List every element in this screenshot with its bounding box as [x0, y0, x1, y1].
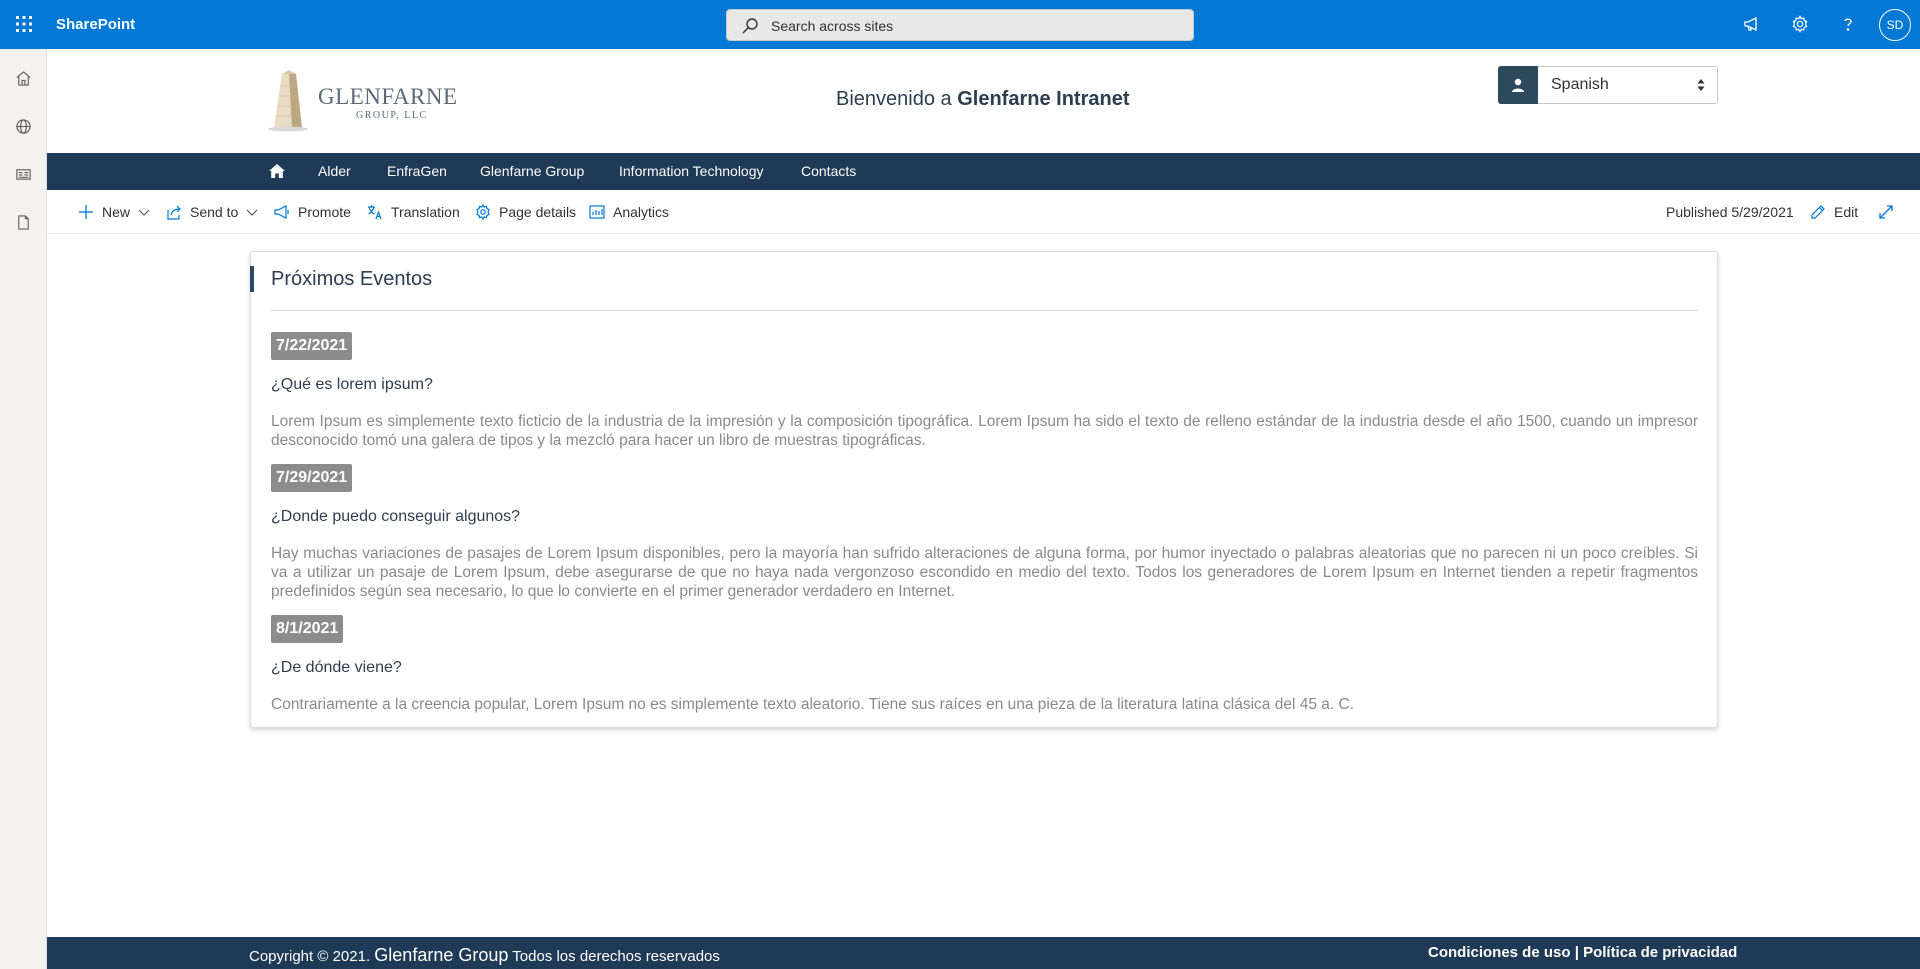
language-select[interactable]	[1498, 66, 1718, 104]
site-navigation	[47, 153, 1920, 190]
upcoming-events-card	[250, 251, 1718, 728]
footer-separator: |	[1574, 944, 1579, 961]
footer-links	[1428, 944, 1737, 961]
news-icon[interactable]	[12, 163, 34, 185]
welcome-prefix: Bienvenido a	[836, 88, 952, 110]
language-value: Spanish	[1551, 76, 1609, 93]
select-arrows-icon	[1697, 78, 1705, 92]
copyright-prefix: Copyright © 2021.	[249, 948, 371, 965]
event-title[interactable]: ¿De dónde viene?	[271, 659, 402, 676]
welcome-site-name: Glenfarne Intranet	[957, 88, 1130, 110]
event-date-badge: 8/1/2021	[271, 615, 343, 643]
megaphone-icon[interactable]	[1740, 12, 1764, 36]
card-divider	[271, 310, 1698, 311]
app-launcher-icon[interactable]	[10, 10, 38, 38]
app-name[interactable]: SharePoint	[56, 16, 136, 33]
expand-icon	[1878, 204, 1894, 220]
search-icon	[741, 17, 759, 35]
plus-icon	[78, 204, 94, 220]
chevron-down-icon	[138, 206, 150, 218]
event-title[interactable]: ¿Qué es lorem ipsum?	[271, 376, 433, 393]
command-bar	[47, 190, 1920, 234]
new-label: New	[102, 204, 131, 220]
event-description: Lorem Ipsum es simplemente texto ficticio de la industria de la impresión y la composición tipográfica. Lorem Ipsum ha sido el texto de relleno estándar de la industria desde el año 1500, cuando un impresor desconocido tomó una galera de tipos y la mezcló para hacer un libro de muestras tipográficas.	[271, 413, 1698, 449]
user-avatar[interactable]: SD	[1879, 9, 1911, 41]
suite-bar	[0, 0, 1920, 49]
obelisk-logo-icon	[262, 70, 314, 132]
terms-link[interactable]: Condiciones de uso	[1428, 944, 1571, 961]
event-description: Hay muchas variaciones de pasajes de Lorem Ipsum disponibles, pero la mayoría han sufrido alteraciones de alguna forma, por humor inyectado o palabras aleatorias que no parecen ni un poco creíbles. Si va a utilizar un pasaje de Lorem Ipsum, debe asegurarse de que no haya nada vergonzoso escondido en medio del texto. Todos los generadores de Lorem Ipsum en Internet tienden a repetir fragmentos predefinidos según sea necesario, lo que lo convierte en el primer generador verdadero en Internet.	[271, 545, 1698, 600]
nav-item-information-technology[interactable]: Information Technology	[619, 163, 764, 179]
analytics-label: Analytics	[613, 204, 670, 220]
share-icon	[166, 204, 182, 220]
copyright-text	[249, 945, 720, 966]
nav-home-icon[interactable]	[268, 162, 286, 180]
nav-item-enfragen[interactable]: EnfraGen	[387, 163, 447, 179]
promote-label: Promote	[298, 204, 351, 220]
event-title[interactable]: ¿Donde puedo conseguir algunos?	[271, 508, 521, 525]
logo-name: GLENFARNE	[318, 84, 458, 109]
analytics-icon	[589, 204, 605, 220]
user-icon	[1498, 66, 1538, 104]
edit-label: Edit	[1834, 204, 1859, 220]
event-description: Contrariamente a la creencia popular, Lorem Ipsum no es simplemente texto aleatorio. Tiene sus raíces en una pieza de la literatura latina clásica del 45 a. C.	[271, 696, 1355, 713]
copyright-company: Glenfarne Group	[374, 945, 509, 965]
send-to-label: Send to	[190, 204, 239, 220]
new-button[interactable]	[78, 190, 150, 234]
page-details-button[interactable]	[475, 190, 576, 234]
translation-label: Translation	[391, 204, 460, 220]
event-date-badge: 7/29/2021	[271, 464, 352, 492]
privacy-link[interactable]: Política de privacidad	[1583, 944, 1738, 961]
translation-button[interactable]	[367, 190, 460, 234]
card-title: Próximos Eventos	[271, 268, 433, 290]
page-details-label: Page details	[499, 204, 577, 220]
site-footer	[47, 937, 1920, 969]
site-logo[interactable]	[262, 68, 458, 132]
search-input[interactable]: Search across sites	[771, 18, 894, 34]
copyright-rights: Todos los derechos reservados	[512, 948, 720, 965]
pencil-icon	[1810, 204, 1826, 220]
expand-button[interactable]	[1878, 190, 1902, 234]
nav-item-glenfarne-group[interactable]: Glenfarne Group	[480, 163, 585, 179]
translate-icon	[367, 204, 383, 220]
published-status: Published 5/29/2021	[1666, 204, 1794, 220]
left-rail	[0, 49, 47, 969]
event-date-badge: 7/22/2021	[271, 332, 352, 360]
search-box[interactable]	[726, 9, 1194, 41]
promote-button[interactable]	[274, 190, 351, 234]
home-icon[interactable]	[12, 67, 34, 89]
megaphone-icon	[274, 204, 290, 220]
help-icon[interactable]	[1836, 12, 1860, 36]
document-icon[interactable]	[12, 211, 34, 233]
welcome-heading	[836, 88, 1129, 111]
analytics-button[interactable]	[589, 190, 669, 234]
nav-item-alder[interactable]: Alder	[318, 163, 351, 179]
gear-icon[interactable]	[1788, 12, 1812, 36]
nav-item-contacts[interactable]: Contacts	[801, 163, 857, 179]
edit-button[interactable]	[1810, 190, 1858, 234]
send-to-button[interactable]	[166, 190, 258, 234]
chevron-down-icon	[246, 206, 258, 218]
gear-icon	[475, 204, 491, 220]
card-accent-bar	[250, 266, 254, 292]
logo-subtitle: GROUP, LLC	[356, 110, 428, 121]
globe-icon[interactable]	[12, 115, 34, 137]
